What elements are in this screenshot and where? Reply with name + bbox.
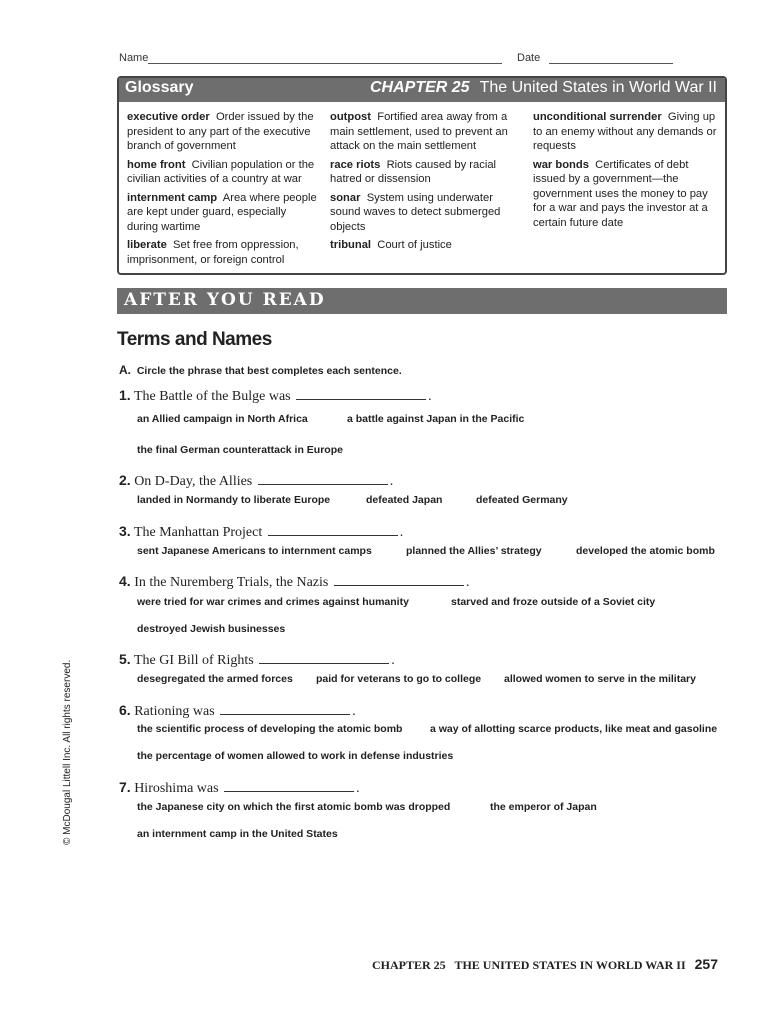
glossary-entry: outpost Fortified area away from a main settlement, used to prevent an attack on the main settlement bbox=[330, 111, 508, 152]
q3-option-2[interactable]: planned the Allies’ strategy bbox=[406, 545, 542, 557]
footer-chapter: CHAPTER 25 bbox=[371, 958, 446, 972]
date-field[interactable] bbox=[549, 63, 673, 64]
answer-blank[interactable] bbox=[220, 704, 350, 715]
page-number: 257 bbox=[694, 956, 718, 972]
q1-option-2[interactable]: a battle against Japan in the Pacific bbox=[347, 413, 525, 425]
footer-title: THE UNITED STATES IN WORLD WAR II bbox=[454, 958, 686, 972]
section-title: Terms and Names bbox=[117, 329, 272, 350]
chapter-label: CHAPTER 25 bbox=[370, 79, 470, 96]
name-label: Name bbox=[119, 52, 149, 64]
question-3: 3. The Manhattan Project . bbox=[119, 523, 404, 540]
glossary-title: Glossary bbox=[125, 79, 194, 96]
q2-option-3[interactable]: defeated Germany bbox=[476, 494, 568, 506]
chapter-title: The United States in World War II bbox=[479, 79, 717, 96]
name-field[interactable] bbox=[148, 63, 502, 64]
answer-blank[interactable] bbox=[224, 781, 354, 792]
after-you-read-banner bbox=[117, 288, 727, 314]
copyright-notice: © McDougal Littell Inc. All rights reserved. bbox=[62, 659, 73, 845]
q2-option-2[interactable]: defeated Japan bbox=[366, 494, 443, 506]
q4-option-1[interactable]: were tried for war crimes and crimes against humanity bbox=[137, 596, 409, 608]
q5-option-1[interactable]: desegregated the armed forces bbox=[137, 673, 293, 685]
answer-blank[interactable] bbox=[296, 389, 426, 400]
glossary-entry: home front Civilian population or the civilian activities of a country at war bbox=[127, 158, 315, 185]
question-1: 1. The Battle of the Bulge was . bbox=[119, 387, 432, 404]
q7-option-1[interactable]: the Japanese city on which the first atomic bomb was dropped bbox=[137, 801, 451, 813]
question-2: 2. On D-Day, the Allies . bbox=[119, 472, 394, 489]
question-5: 5. The GI Bill of Rights . bbox=[119, 651, 395, 668]
q7-option-2[interactable]: the emperor of Japan bbox=[490, 801, 597, 813]
glossary-entry: race riots Riots caused by racial hatred or dissension bbox=[330, 158, 497, 185]
q6-option-2[interactable]: a way of allotting scarce products, like meat and gasoline bbox=[430, 723, 718, 735]
answer-blank[interactable] bbox=[259, 653, 389, 664]
answer-blank[interactable] bbox=[268, 525, 398, 536]
glossary-header bbox=[119, 78, 725, 102]
q5-option-3[interactable]: allowed women to serve in the military bbox=[504, 673, 696, 685]
q6-option-3[interactable]: the percentage of women allowed to work in defense industries bbox=[137, 750, 454, 762]
question-4: 4. In the Nuremberg Trials, the Nazis . bbox=[119, 573, 470, 590]
page-footer bbox=[372, 956, 718, 973]
glossary-chapter-heading bbox=[370, 79, 717, 97]
glossary-box bbox=[117, 76, 727, 275]
after-you-read-title: AFTER YOU READ bbox=[124, 290, 326, 310]
answer-blank[interactable] bbox=[334, 575, 464, 586]
q1-option-1[interactable]: an Allied campaign in North Africa bbox=[137, 413, 308, 425]
date-label: Date bbox=[517, 52, 541, 64]
glossary-entry: war bonds Certificates of debt issued by a government—the government uses the money to pay for a war and pays the investor at a certain future date bbox=[533, 158, 708, 229]
q4-option-2[interactable]: starved and froze outside of a Soviet city bbox=[451, 596, 656, 608]
glossary-column-1 bbox=[127, 110, 317, 271]
glossary-entry: liberate Set free from oppression, imprisonment, or foreign control bbox=[127, 239, 299, 266]
q6-option-1[interactable]: the scientific process of developing the atomic bomb bbox=[137, 723, 403, 735]
question-6: 6. Rationing was . bbox=[119, 702, 356, 719]
glossary-entry: unconditional surrender Giving up to an enemy without any demands or requests bbox=[533, 111, 717, 152]
glossary-column-2 bbox=[330, 110, 520, 257]
q2-option-1[interactable]: landed in Normandy to liberate Europe bbox=[137, 494, 331, 506]
q3-option-1[interactable]: sent Japanese Americans to internment camps bbox=[137, 545, 372, 557]
answer-blank[interactable] bbox=[258, 474, 388, 485]
q1-option-3[interactable]: the final German counterattack in Europe bbox=[137, 444, 343, 456]
instruction-text: Circle the phrase that best completes each sentence. bbox=[136, 365, 402, 377]
glossary-entry: internment camp Area where people are kept under guard, especially during wartime bbox=[127, 191, 317, 233]
question-7: 7. Hiroshima was . bbox=[119, 779, 360, 796]
q5-option-2[interactable]: paid for veterans to go to college bbox=[316, 673, 482, 685]
q7-option-3[interactable]: an internment camp in the United States bbox=[137, 828, 338, 840]
glossary-entry: executive order Order issued by the president to any part of the executive branch of government bbox=[127, 111, 314, 152]
instruction-letter: A. bbox=[119, 363, 131, 377]
q4-option-3[interactable]: destroyed Jewish businesses bbox=[137, 623, 286, 635]
instruction bbox=[119, 363, 402, 377]
glossary-column-3 bbox=[533, 110, 723, 234]
q3-option-3[interactable]: developed the atomic bomb bbox=[576, 545, 715, 557]
glossary-entry: tribunal Court of justice bbox=[330, 239, 452, 251]
glossary-entry: sonar System using underwater sound waves to detect submerged objects bbox=[330, 191, 501, 233]
